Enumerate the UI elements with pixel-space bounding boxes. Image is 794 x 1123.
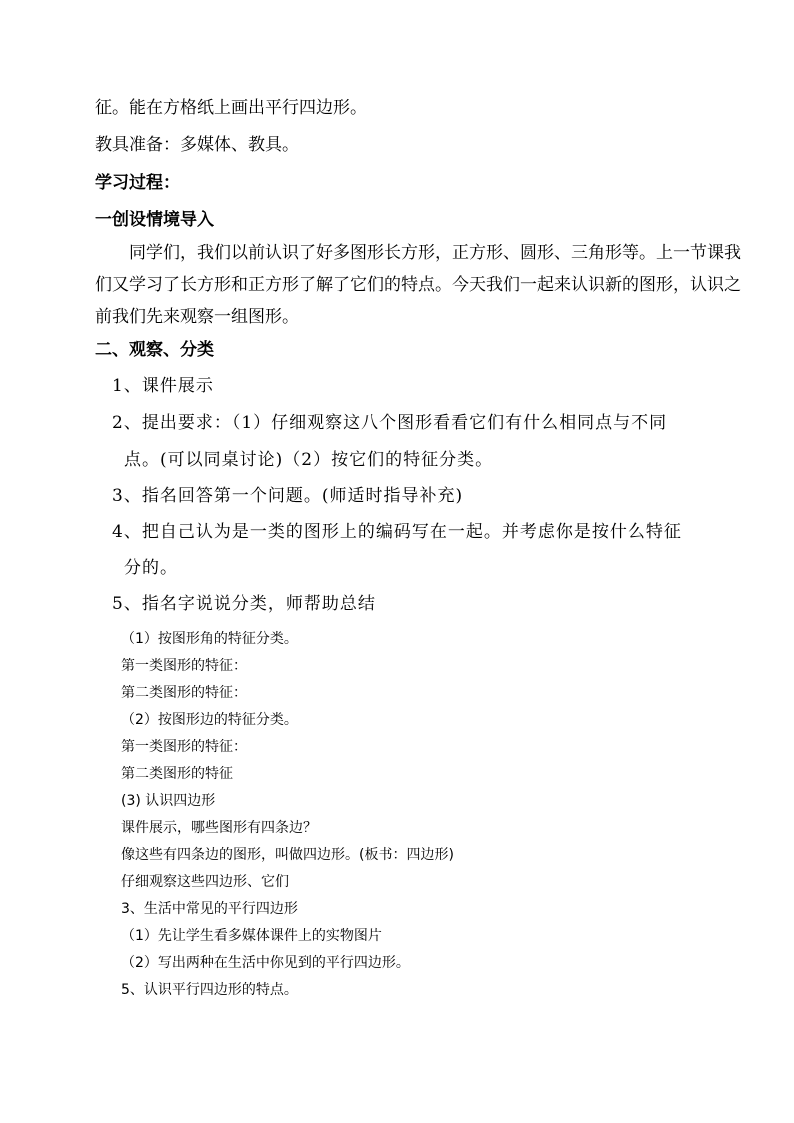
sub-item: 像这些有四条边的图形，叫做四边形。(板书：四边形) [121, 847, 454, 863]
objective-line: 征。能在方格纸上画出平行四边形。 [95, 98, 367, 118]
sub-item: 仔细观察这些四边形、它们 [121, 874, 289, 890]
sub-item: 第二类图形的特征 [121, 766, 233, 782]
sub-item: （2）写出两种在生活中你见到的平行四边形。 [121, 955, 410, 971]
step-item: 5、指名字说说分类，师帮助总结 [112, 594, 376, 614]
sub-item: 5、认识平行四边形的特点。 [121, 982, 298, 998]
sub-item: （1）先让学生看多媒体课件上的实物图片 [121, 928, 382, 944]
teaching-aids-line: 教具准备：多媒体、教具。 [95, 135, 299, 155]
step-item-continued: 点。(可以同桌讨论)（2）按它们的特征分类。 [124, 450, 494, 470]
section-heading-classify: 二、观察、分类 [95, 340, 214, 360]
sub-item: 第一类图形的特征： [121, 739, 247, 755]
step-item-continued: 分的。 [124, 558, 178, 578]
sub-item: （1）按图形角的特征分类。 [121, 631, 298, 647]
section-heading-process: 学习过程： [95, 173, 180, 193]
step-item: 1、课件展示 [112, 376, 214, 396]
sub-item: 课件展示，哪些图形有四条边？ [121, 820, 317, 836]
step-item: 4、把自己认为是一类的图形上的编码写在一起。并考虑你是按什么特征 [112, 522, 682, 542]
sub-item: 第二类图形的特征： [121, 685, 247, 701]
paragraph-line: 前我们先来观察一组图形。 [95, 307, 299, 327]
paragraph-line: 同学们，我们以前认识了好多图形长方形，正方形、圆形、三角形等。上一节课我 [129, 243, 741, 263]
sub-item: 第一类图形的特征： [121, 658, 247, 674]
sub-item: (3) 认识四边形 [121, 793, 216, 809]
paragraph-line: 们又学习了长方形和正方形了解了它们的特点。今天我们一起来认识新的图形，认识之 [95, 275, 741, 295]
sub-item: 3、生活中常见的平行四边形 [121, 901, 298, 917]
sub-item: （2）按图形边的特征分类。 [121, 712, 298, 728]
section-heading-intro: 一创设情境导入 [95, 210, 214, 230]
step-item: 2、提出要求：（1）仔细观察这八个图形看看它们有什么相同点与不同 [112, 413, 668, 433]
step-item: 3、指名回答第一个问题。(师适时指导补充) [112, 486, 464, 506]
